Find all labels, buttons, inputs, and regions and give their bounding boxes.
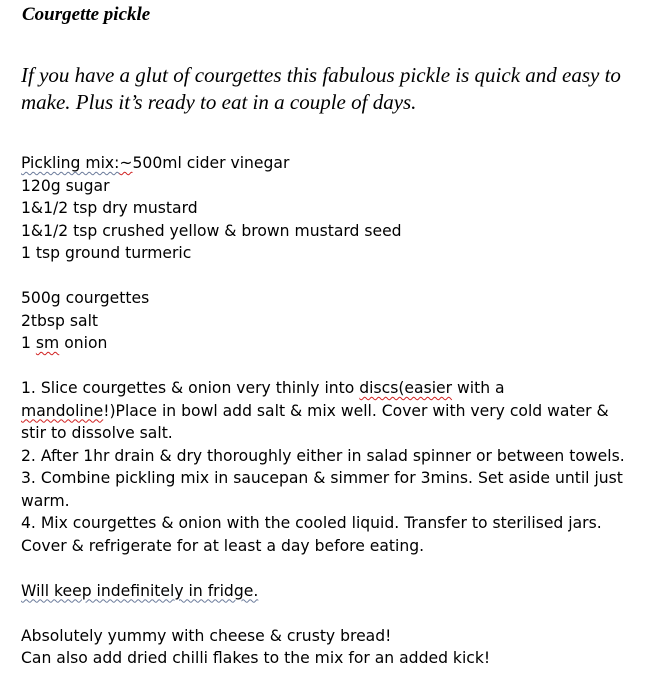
recipe-body (21, 152, 666, 670)
step-1-line-1: 1. Slice courgettes & onion very thinly into discs(easier with a (21, 379, 505, 397)
closing-line: Can also add dried chilli flakes to the mix for an added kick! (21, 649, 491, 667)
pickling-mix-line (21, 152, 666, 175)
pickling-item: 120g sugar (21, 176, 110, 195)
misspelled-word: mandoline (21, 401, 104, 420)
spacer (21, 265, 666, 288)
recipe-intro: If you have a glut of courgettes this fabulous pickle is quick and easy to make. Plus it’s ready to eat in a couple of days. (21, 63, 621, 114)
step-3-line-1: 3. Combine pickling mix in saucepan & simmer for 3mins. Set aside until just (21, 469, 623, 487)
step-4-line-2: Cover & refrigerate for at least a day before eating. (21, 536, 425, 555)
pickling-mix-label: Pickling mix: (21, 154, 120, 172)
pickling-item: 1&1/2 tsp dry mustard (21, 199, 198, 217)
ingredient-courgettes: 500g courgettes (21, 289, 150, 307)
misspelled-word: discs(easier (359, 379, 453, 397)
keep-note: Will keep indefinitely in fridge. (21, 581, 259, 600)
spacer (21, 602, 666, 625)
ingredient-onion: 1 sm onion (21, 334, 108, 352)
pickling-item: 1&1/2 tsp crushed yellow & brown mustard seed (21, 221, 402, 240)
spacer (21, 355, 666, 378)
recipe-title: Courgette pickle (22, 4, 151, 25)
step-4-line-1: 4. Mix courgettes & onion with the cooled liquid. Transfer to sterilised jars. (21, 514, 602, 532)
ingredient-salt: 2tbsp salt (21, 311, 99, 330)
pickling-item: 1 tsp ground turmeric (21, 244, 192, 262)
step-2: 2. After 1hr drain & dry thoroughly either in salad spinner or between towels. (21, 446, 625, 465)
pickling-first-item: 500ml cider vinegar (132, 154, 290, 172)
onion-unit: sm (35, 334, 60, 352)
step-3-line-2: warm. (21, 491, 70, 510)
step-1-line-3: stir to dissolve salt. (21, 424, 173, 442)
spacer (21, 557, 666, 580)
closing-line: Absolutely yummy with cheese & crusty bread! (21, 626, 392, 645)
step-1-line-2: mandoline!)Place in bowl add salt & mix well. Cover with very cold water & (21, 401, 609, 420)
tilde-symbol: ~ (119, 154, 133, 172)
